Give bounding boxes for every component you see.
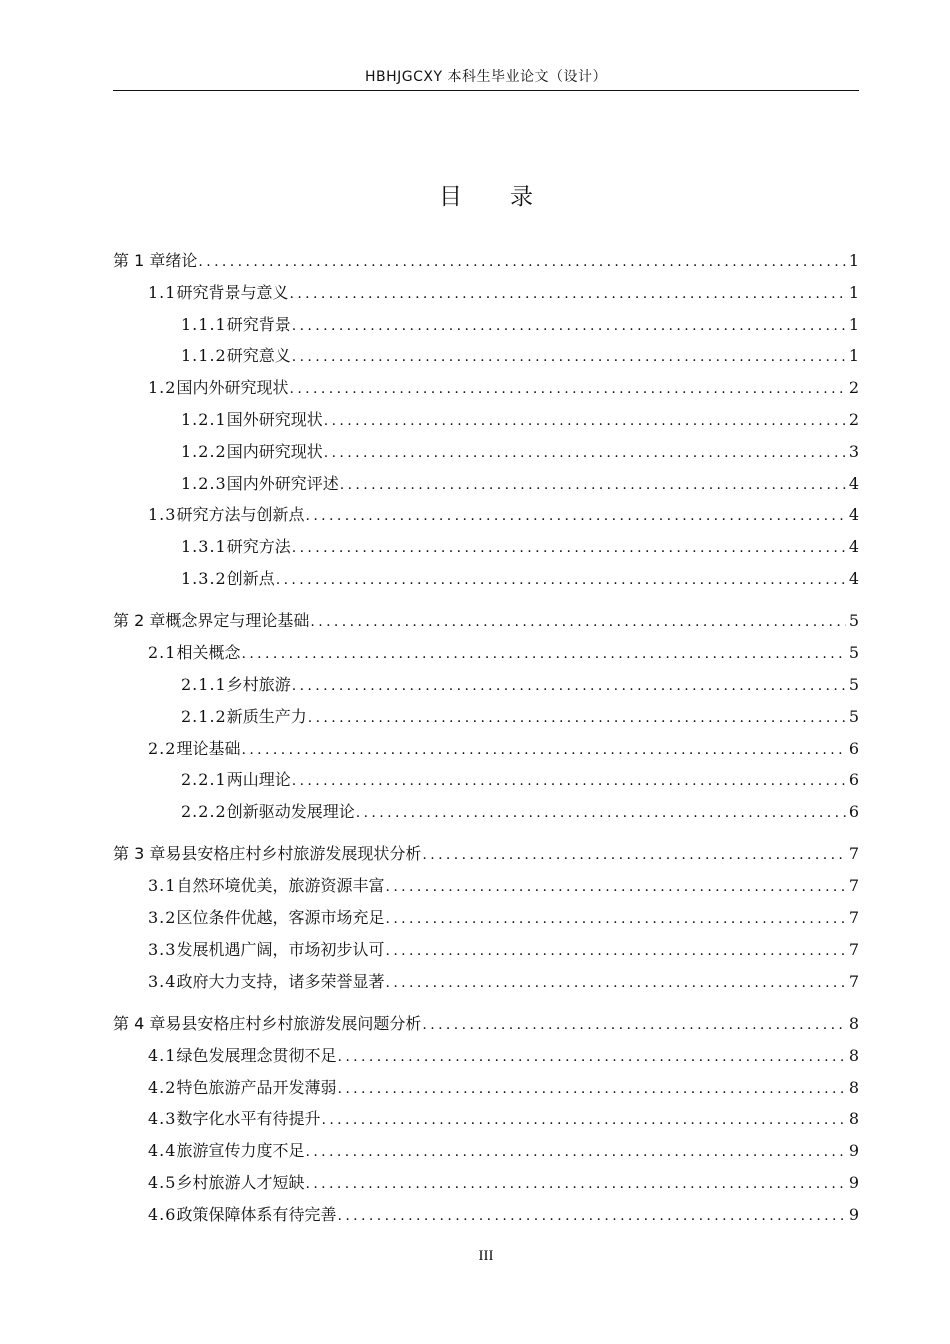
toc-dot-leader [276,572,846,588]
toc-chapter-entry[interactable] [113,248,859,272]
toc-dot-leader [310,614,845,630]
toc-entry-page: 7 [848,971,859,991]
toc-dot-leader [385,911,845,927]
toc-entry-number: 1.3.1 [181,537,227,557]
toc-dot-leader [305,508,845,524]
toc-chapter-entry[interactable] [113,1011,859,1035]
toc-entry-page: 4 [848,537,859,557]
toc-section-entry[interactable] [113,799,859,823]
toc-entry-page: 6 [848,738,859,758]
toc-entry-title: 国内外研究评述 [226,473,339,493]
toc-entry-title: 创新点 [226,569,275,588]
toc-dot-leader [305,1144,845,1160]
toc-entry-number: 3.2 [148,908,177,927]
toc-entry-number: 4.3 [148,1109,177,1129]
toc-entry-number: 2.1.2 [181,706,227,726]
toc-entry-title: 研究背景与意义 [176,282,289,302]
toc-dot-leader [337,1208,845,1224]
toc-entry-page: 8 [848,1109,859,1129]
toc-entry-number: 1.2.3 [181,473,227,493]
toc-entry-title: 相关概念 [176,643,241,663]
toc-entry-title: 数字化水平有待提升 [176,1109,321,1129]
toc-entry-title: 国内外研究现状 [176,378,289,398]
toc-entry-page: 2 [848,378,859,398]
toc-dot-leader [340,477,846,493]
toc-entry-title: 政策保障体系有待完善 [176,1204,337,1224]
toc-entry-page: 2 [848,410,859,429]
toc-entry-title: 自然环境优美，旅游资源丰富 [176,876,385,896]
toc-dot-leader [308,710,846,726]
toc-section-entry[interactable] [113,471,859,495]
toc-dot-leader [356,805,846,821]
toc-section-entry[interactable] [113,767,859,791]
toc-entry-title: 易县安格庄村乡村旅游发展现状分析 [165,844,422,864]
toc-entry-page: 6 [848,770,859,790]
toc-dot-leader [422,1017,845,1033]
toc-section-entry[interactable] [113,534,859,558]
toc-entry-page: 4 [848,505,859,525]
toc-entry-number: 3.3 [148,939,177,959]
toc-entry-title: 乡村旅游 [226,674,291,694]
toc-dot-leader [324,413,846,429]
toc-entry-page: 4 [848,569,859,588]
toc-entry-number: 2.1.1 [181,674,227,694]
toc-entry-page: 5 [848,611,859,631]
toc-dot-leader [292,773,846,789]
toc-dot-leader [292,678,846,694]
toc-entry-number: 1.2.1 [181,410,227,429]
toc-entry-number: 4.4 [148,1141,177,1161]
toc-dot-leader [337,1081,845,1097]
toc-entry-page: 8 [848,1013,859,1033]
toc-entry-number: 1.2 [148,378,177,398]
toc-entry-title: 理论基础 [176,738,241,758]
toc-section-entry[interactable] [113,905,859,929]
toc-entry-page: 3 [848,441,859,461]
toc-dot-leader [321,1112,845,1128]
toc-entry-page: 1 [848,346,859,366]
toc-entry-title: 创新驱动发展理论 [226,802,355,822]
toc-entry-number: 1.1 [148,282,177,302]
toc-entry-title: 乡村旅游人才短缺 [176,1172,305,1192]
toc-entry-number: 2.2 [148,738,177,758]
toc-entry-number: 1.1.1 [181,314,227,334]
toc-entry-title: 政府大力支持，诸多荣誉显著 [176,971,385,991]
header-rule [113,90,859,91]
toc-entry-page: 1 [848,314,859,334]
toc-dot-leader [241,742,845,758]
toc-entry-title: 国内研究现状 [226,441,323,461]
toc-dot-leader [292,318,846,334]
toc-section-entry[interactable] [113,1075,859,1099]
toc-section-entry[interactable] [113,312,859,336]
toc-entry-title: 研究方法 [226,537,291,557]
toc-dot-leader [198,254,845,270]
toc-section-entry[interactable] [113,672,859,696]
toc-entry-page: 5 [848,706,859,726]
toc-dot-leader [385,943,845,959]
toc-entry-title: 绿色发展理念贯彻不足 [176,1045,337,1065]
toc-section-entry[interactable] [113,566,859,590]
toc-entry-number: 1.3.2 [181,569,227,588]
toc-entry-page: 8 [848,1077,859,1097]
toc-entry-page: 7 [848,939,859,959]
toc-entry-page: 5 [848,674,859,694]
toc-section-entry[interactable] [113,1138,859,1162]
toc-entry-title: 概念界定与理论基础 [165,611,310,631]
toc-entry-title: 研究意义 [226,346,291,366]
toc-entry-page: 9 [848,1141,859,1161]
toc-dot-leader [305,1176,845,1192]
toc-entry-number: 3.1 [148,876,177,896]
toc-entry-page: 7 [848,876,859,896]
toc-section-entry[interactable] [113,407,859,431]
toc-dot-leader [385,879,845,895]
toc-entry-title: 特色旅游产品开发薄弱 [176,1077,337,1097]
toc-entry-number: 1.3 [148,505,177,525]
toc-section-entry[interactable] [113,1106,859,1130]
toc-dot-leader [324,445,846,461]
toc-entry-title: 新质生产力 [226,706,307,726]
toc-entry-page: 4 [848,473,859,493]
toc-dot-leader [337,1049,845,1065]
toc-entry-number: 第 1 章 [113,251,166,270]
toc-section-entry[interactable] [113,937,859,961]
toc-section-entry[interactable] [113,969,859,993]
toc-dot-leader [289,381,845,397]
toc-section-entry[interactable] [113,1043,859,1067]
toc-entry-page: 9 [848,1172,859,1192]
toc-entry-number: 1.2.2 [181,441,227,461]
toc-dot-leader [292,540,846,556]
toc-entry-number: 4.1 [148,1045,177,1065]
toc-entry-page: 8 [848,1045,859,1065]
toc-chapter-entry[interactable] [113,841,859,865]
toc-section-entry[interactable] [113,375,859,399]
toc-section-entry[interactable] [113,736,859,760]
toc-entry-number: 4.2 [148,1077,177,1097]
page-number: III [478,1248,494,1264]
toc-dot-leader [241,646,845,662]
toc-dot-leader [422,847,845,863]
toc-entry-title: 研究背景 [226,314,291,334]
toc-entry-title: 绪论 [165,251,198,270]
toc-section-entry[interactable] [113,873,859,897]
toc-entry-number: 第 4 章 [113,1013,166,1033]
toc-entry-title: 国外研究现状 [226,410,323,429]
toc-section-entry[interactable] [113,439,859,463]
toc-entry-title: 研究方法与创新点 [176,505,305,525]
toc-entry-number: 4.5 [148,1172,177,1192]
toc-entry-number: 4.6 [148,1204,177,1224]
toc-section-entry[interactable] [113,502,859,526]
toc-section-entry[interactable] [113,1202,859,1226]
toc-section-entry[interactable] [113,704,859,728]
toc-dot-leader [385,975,845,991]
toc-entry-page: 7 [848,908,859,927]
toc-entry-title: 两山理论 [226,770,291,790]
toc-section-entry[interactable] [113,640,859,664]
toc-dot-leader [292,349,846,365]
toc-entry-number: 第 2 章 [113,611,166,631]
toc-entry-page: 7 [848,844,859,864]
toc-entry-page: 1 [848,251,859,270]
toc-title: 目录 [439,184,581,210]
toc-entry-page: 9 [848,1204,859,1224]
toc-entry-number: 2.2.1 [181,770,227,790]
toc-section-entry[interactable] [113,343,859,367]
toc-entry-number: 3.4 [148,971,177,991]
toc-entry-title: 发展机遇广阔，市场初步认可 [176,939,385,959]
toc-entry-page: 6 [848,802,859,822]
toc-entry-title: 区位条件优越，客源市场充足 [176,908,385,927]
toc-entry-number: 1.1.2 [181,346,227,366]
toc-entry-number: 2.1 [148,643,177,663]
toc-section-entry[interactable] [113,1170,859,1194]
page-header: HBHJGCXY 本科生毕业论文（设计） [364,69,607,85]
toc-entry-number: 2.2.2 [181,802,227,822]
toc-entry-page: 1 [848,282,859,302]
toc-dot-leader [289,286,845,302]
toc-entry-title: 易县安格庄村乡村旅游发展问题分析 [165,1013,422,1033]
toc-chapter-entry[interactable] [113,608,859,632]
toc-entry-number: 第 3 章 [113,844,166,864]
toc-entry-title: 旅游宣传力度不足 [176,1141,305,1161]
toc-entry-page: 5 [848,643,859,663]
toc-section-entry[interactable] [113,280,859,304]
